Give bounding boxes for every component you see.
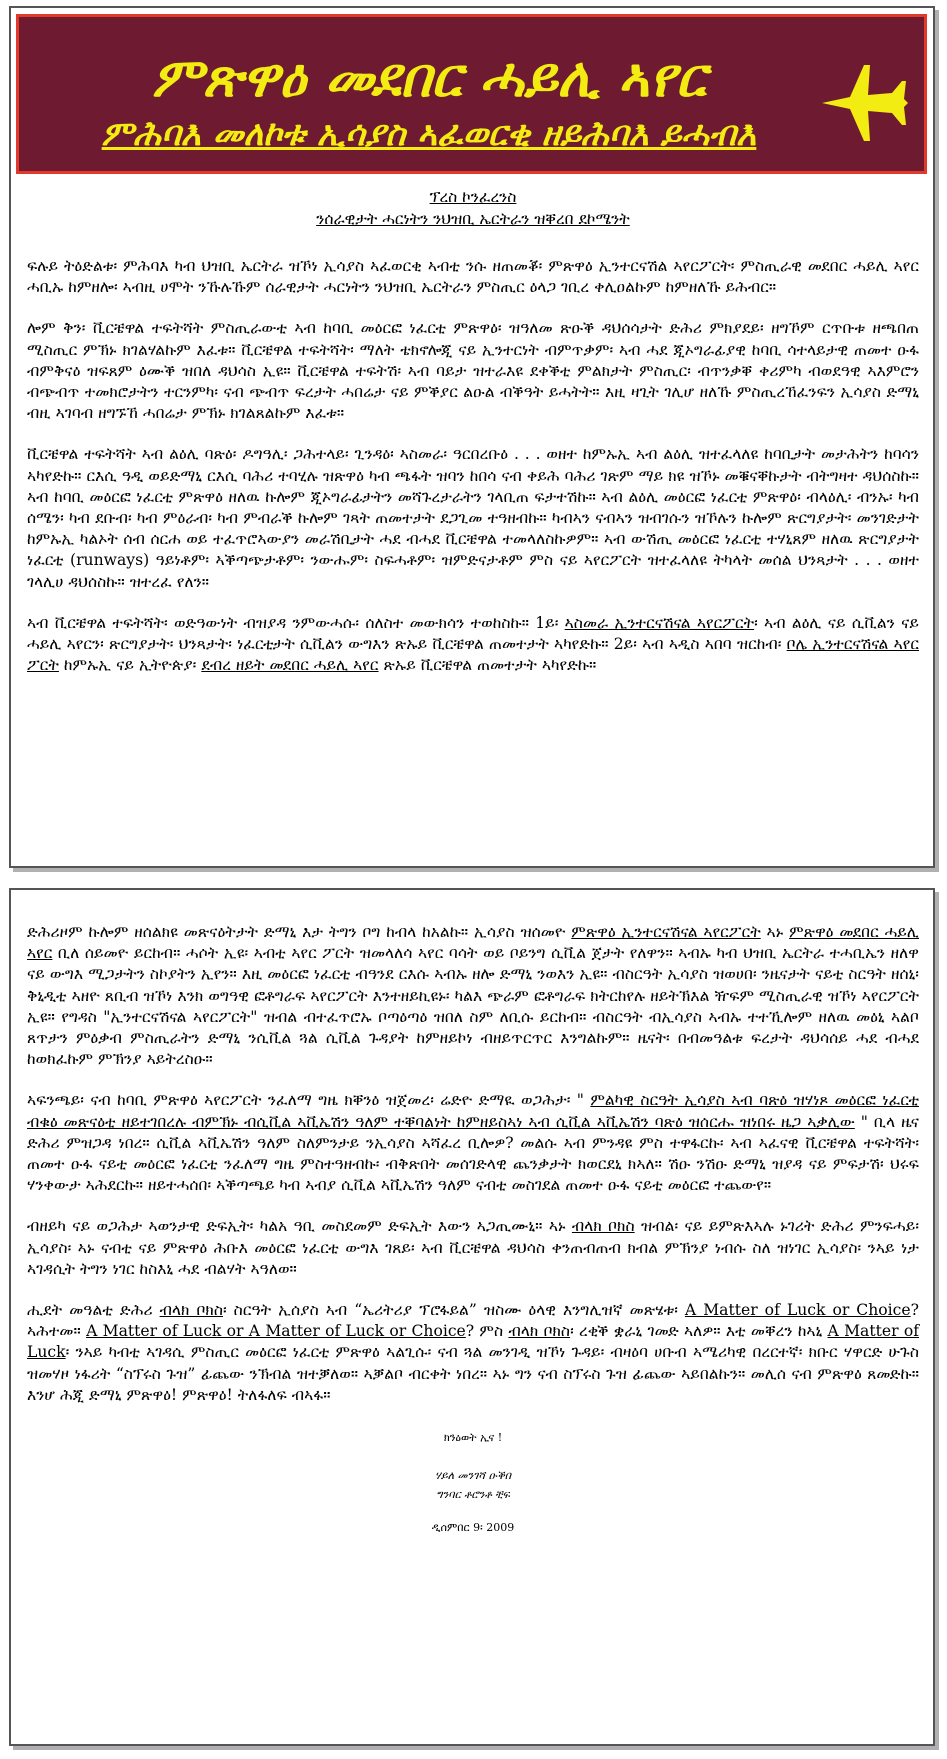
paragraph-3: ቪርቼዋል ተፍትሻት ኣብ ልዕሊ ባጽዕ፡ ዶግዓሊ፡ ጋሕተላይ፡ ጊንዳዕ፡ ኣስመራ፡ ዓርበረቡዕ . . . ወዘተ ከምኡኢ ኣብ ልዕሊ ዝተፈላለዩ ከባቢታት መታሕትን ከባሳን ኣካየድኩ። ርእሲ ዓዲ ወይድማኒ ርእሲ ባሕሪ ተባሂሉ ዝጽዋዕ ካብ ጫፋት ዝባን ከበሳ ናብ ቀይሕ ባሕሪ ገጽም ማይ ክዩ ዝኾኑ መቑናቐኩታት ብትግዛተ ዳህሰስኩ። ኣብ ከባቢ መዕርፎ ነፈርቲ ምጽዋዕ ዘለዉ ኩሎም ጂኦግራፊታትን መሻጉረታራትን ገላቢጠ ፍታተሽኩ። ኣብ ልዕሊ መዕርፎ ነፈርቲ ምጽዋዕ፡ ብላዕሊ፡ ብንኡ፡ ካብ ሰሜን፡ ካብ ደቡብ፡ ካብ ምዕራብ፡ ካብ ምብራቕ ኩሎም ገጻት ጠመተታት ደጋጊመ ተዓዘብኩ። ካብኣን ናብኣን ዝብገሱን ዝኾሉን ኩሎም ጽርግያታት፡ መንገድታት ከምኡኢ ካልኦት ሰብ ሰርሐ ወይ ተፈጥሮኣውያን መራሽቢታት ሓደ ብሓደ ቪርቼዋል ተመላለስኩዎም። ኣብ ውሽጢ መዕርፎ ነፈርቲ ተሃኒጸም ዘለዉ ጽርግያታት ነፈርቲ (runways) ዓይነቶም፡ ኣቕጣጭታቶም፡ ንውሑም፡ ስፍሓቶም፡ ዝምድናታቶም ምስ ናይ ኣየርፖርት ዝተፈላለዩ ትካላት መሰል ህንጻታት . . . ወዘተ ገላሊሀ ዳህሰስኩ። ዝተረፈ የለን።: [27, 445, 919, 591]
banner-subtitle: ምሕባእ መለኮቱ ኢሳያስ ኣፈወርቂ ዘይሕባእ ይሓብእ: [101, 114, 757, 154]
banner-title: ምጽዋዕ መደበር ሓይሊ ኣየር: [152, 45, 706, 109]
underlined-matter-of-luck-3: A Matter of Luck: [27, 1322, 919, 1362]
document-body-2: [27, 922, 919, 1540]
text-span: ዝብል፡ ናይ ይምጽእኣሉ ኑገሪት ድሕሪ ምንፍሓይ፡ ኢሳያስ፡ ኣኑ ናብቲ ናይ ምጽዋዕ ሕቡእ መዕርፎ ነፈርቲ ውግእ ገጸይ፡ ኣብ ቪርቼዋል ዳህሳስ ቀንጠብጠብ ክብል ምኽንያ ነብሱ ስለ ዝነገር ኢሳያስ፡ ንኣይ ነታ ኣገዳሲት ትግን ነገር ከስእኒ ሓደ ብልሃት ኣዓለወ።: [27, 1217, 919, 1278]
document-page-1: [9, 6, 935, 868]
text-span: ድሕሪዞም ኩሎም ዘሰልክዩ መጽናዕትታት ድማኒ እታ ትግን ቦግ ከብላ ከአልኩ። ኢሳያስ ዝሰመዮ: [27, 923, 572, 941]
text-span: ኣፍንጫይ፡ ናብ ከባቢ ምጽዋዕ ኣየርፖርት ንፈለማ ግዜ ክቐንዕ ዝጀመረ፡ ሬድዮ ድማዪ ወጋሕታ፡ ": [27, 1091, 591, 1110]
text-span: ? ኣሕተመ።: [27, 1301, 919, 1341]
paragraph-8: [27, 1300, 919, 1406]
underlined-matter-of-luck-2: A Matter of Luck or A Matter of Luck or Choice: [86, 1322, 466, 1341]
text-span: " ቢላ ዜና ድሕሪ ምዝጋዳ ነበረ። ሲቪል ኣቪኤሽን ዓለም ስለምንታይ ንኢሳያስ ኣሻፈረ ቢሎዎ? መልሱ ኣብ ምንዳዩ ምስ ተዋፋርኩ፡ ኣብ ኣፈናዊ ቪርቼዋል ተፍትሻት፡ ጠመተ ዑፋ ናይቲ መዕርፎ ነፈርቲ ንፈለማ ግዜ ምስተዓዘብኩ፡ ብቅጽበት መሰገድላዊ ጨንቃታት ክወርደኒ ክኣለ። ሽዑ ንሽዑ ድማኒ ዝያዳ ናይ ምፍታሽ፡ ህሩፍ ሃንቀውታ ኣሕደርኩ። ዘይተሓሰበ፡ ኣቕጣጫይ ካብ ኣብያ ሲቪል ኣቪኤሽን ዓለም ናብቲ መስገደል ጠመተ ዑፋ ናይቲ መዕርፎ ተጨውየ።: [27, 1112, 920, 1195]
text-span: ፡ ስርዓት ኢሰያስ ኣብ “ኤሪትሪያ ፕሮፋይል” ዝስሙ ዕላዊ እንግሊዝኛ መጽሄቱ፡: [222, 1301, 685, 1320]
document-body-1: [27, 186, 919, 696]
paragraph-5: [27, 922, 919, 1070]
text-span: ብዘይካ ናይ ወጋሕታ ኣወንታዊ ድፍኢት፡ ካልአ ዓቢ መስደመም ድፍኢት እውን ኣጋጢሙኒ። ኣኑ: [27, 1217, 572, 1236]
text-span: ፡ ንኣይ ካብቲ ኣገዳሲ ምስጢር መዕርፎ ነፈርቲ ምጽዋዕ ኣልጊሱ፡ ናብ ጓል መንገዲ ዝኾነ ጉዳይ፡ ብዛዕባ ሀቡብ ኣሜሪካዊ በረርተኛ፡ ክቡር ሃዋርድ ሁጉስ ዝመሃዞ ነፋሪት “ስፕሩስ ጉዝ” ፊጨው ንኽብል ዝተቓለወ። ኣቓልቦ ብርቀት ነበረ። ኣኑ ግን ናብ ስፕሩስ ጉዝ ፊጨው ኣይበልኩን። መሊሰ ናብ ምጽዋዕ ጸመድኩ። እንሆ ሕጂ ድማኒ ምጽዋዕ! ምጽዋዕ! ትለፋለፍ ብኣፋ።: [27, 1343, 919, 1404]
paragraph-1: ፍሉይ ትዕድልቱ፡ ምሕባእ ካብ ህዝቢ ኤርትራ ዝኾነ ኢሳያስ ኣፈወርቂ ኣብቲ ንሱ ዘጠመቖ፡ ምጽዋዕ ኢንተርናሽል ኣየርፖርት፡ ምስጢራዊ መደበር ሓይሊ ኣየር ሓቢኡ ከምዘሎ፡ ኣብዚ ሀሞት ንኹሉኹም ሰራዊታት ሓርነትን ንህዝቢ ኤርትራን ምስጢር ዕላጋ ገቢረ ቀሊዐልኩም ከምዘለኹ ይሕብር።: [27, 257, 919, 297]
text-span: ? ምስ: [465, 1322, 509, 1341]
paragraph-7: [27, 1216, 919, 1280]
paragraph-2: ሎም ቅን፡ ቪርቼዋል ተፍትሻት ምስጢራውቲ ኣብ ከባቢ መዕርፎ ነፈርቲ ምጽዋዕ፡ ዝዓለመ ጽዑቕ ዳህሰሳታት ድሕሪ ምክያደይ፡ ዘግኾም ርጥቡቱ ዘጫበጠ ሚስጢር ምኽኑ ክገልሃልኩም እፈቱ። ቪርቼዋል ተፍትሻት፡ ማለት ቴክኖሎጂ ናይ ኢንተርነት ብምጥቃም፡ ኣብ ሓደ ጂኦግራፊያዊ ከባቢ ሳተላይታዊ ጠመተ ዑፋ ብምቅናዕ ዝፍጸም ዕሙቕ ዝበለ ዳህሳስ ኢዩ። ቪርቼዋል ተፍትሽ፡ ኣብ ባይታ ዝተራእዩ ደቀቕቲ ምልክታት ምስጢር፡ ብጥንቃቐ ቀሪምካ ብወደዓዊ ኣእምሮን ብጭብጥ ተመክሮታትን ተርንምካ፡ ናብ ጭብጥ ፍረታት ሓበሬታ ናይ ምቕያር ልዑል ብቕዓት ይሓትት። እዚ ዛጊት ገሊሆ ዘለኹ ምስጢረኸፈንፍን ኢሳያስ ድማኒ ብዚ ኣገባብ ዘግኙኸ ሓበሬታ ምኽኑ ክገልጸልኩም እፈቱ።: [27, 319, 919, 423]
underlined-massawa-intl: ምጽዋዕ ኢንተርናሽናል ኣየርፖርት: [571, 923, 761, 941]
signer-role: ግንባር ቶሮንቶ ቺፍ: [436, 1488, 510, 1502]
text-span: ፡ ኣብ ልዕሊ ናይ ሲቪልን ናይ ሓይሊ ኣየርን፡ ጽርግያታት፡ ህንጻታት፡ ነፈርቲታት ሲቪልን ውግእን ጽኡይ ቪርቼዋል ጠመተታት ኣካየድኩ። 2ይ፡ ኣብ ኣዲስ ኣበባ ዝርከብ፡: [27, 613, 919, 654]
underlined-black-box: ብላክ ቦክስ: [159, 1301, 223, 1320]
closing-line: ክንዕወት ኢና !: [443, 1431, 503, 1445]
underlined-black-box: ብላክ ቦክስ: [571, 1217, 635, 1236]
paragraph-4: [27, 613, 919, 677]
text-span: ቢለ ሰይመዮ ይርከብ። ሓሶት ኢዩ፡ ኣብቲ ኣየር ፖርት ዝመላለሳ ኣየር ባሳት ወይ ቦይንግ ሲቪል ጀታት የለዋን። ኣብኡ ካብ ህዝቢ ኤርትራ ተሓቢኤን ዘለዋ ናይ ውግእ ሚጋታትን ስኮያትን ኢየን። እዚ መዕርፎ ነፈርቲ ብዓንደ ርእሱ ኣብኡ ዘሎ ድማኒ ንወእን ኢዩ። ብስርዓት ኢሳያስ ዝወሀበ፡ ንዜናታት ናይቲ ስርዓት ዘሰኒ፡ ቅኒዲቲ ኣዘዮ ጸቢብ ዝኾነ እንክ ወግዓዊ ፎቶግራፍ ኣየርፖርት እንተዘይኪዩኑ፡ ካልእ ጭራም ፎቶግራፍ ክትርከየሉ ዘይትኽእል ዥፍም ሚስጢራዊ ዝኾነ ኣየርፖርት ኢዩ። የግዳስ "ኢንተርናሽናል ኣየርፖርት" ዝብል ብተፈጥሮኡ ቦጣዕጣዕ ዝበለ ስም ለቢሱ ይርከብ። ብስርዓት ብኢሳያስ ኣብኡ ተተኺሎም ዘለዉ መዕኒ ኣልቦ ጸጥታን ምዕቃብ ምስጢራትን ድማኒ ንሲቪል ጓል ሲቪል ጉዳያት ከምዘይኮነ ብዘይጥርጥር እንግልኩም። ዜናት፡ በብመዓልቱ ፍረታት ዳህሳሰይ ሓደ ብሓደ ከወክፈኩም ምኽንያ ኣይትረስዑ።: [27, 944, 919, 1069]
signature-block: [27, 1426, 919, 1540]
signer-name: ሃይለ መንገሻ ዑቕበ: [434, 1469, 512, 1483]
heading-title: ፕረስ ኮንፈረንስ: [429, 188, 517, 206]
underlined-asmara-airport: ኣስመራ ኢንተርናሽናል ኣየርፖርት: [564, 613, 755, 632]
underlined-black-box: ብላክ ቦክስ: [508, 1322, 571, 1341]
text-span: ጽኡይ ቪርቼዋል ጠመተታት ኣካየድኩ።: [378, 656, 597, 675]
document-date: ዲሰምበር 9፡ 2009: [431, 1521, 515, 1535]
text-span: ሒደት መዓልቲ ድሕሪ: [27, 1301, 160, 1320]
underlined-massawa-airbase: ምጽዋዕ መደበር ሓይሊ ኣየር: [27, 923, 919, 963]
text-span: ፡ ረቂቕ ቋራኒ ገመድ ኣለዎ። እቲ መቐረን ከኣኒ: [570, 1322, 828, 1341]
header-banner: [16, 14, 927, 174]
underlined-quote: ምልካዊ ስርዓት ኢሳያስ ኣብ ባጽዕ ዝሃነጾ መዕርፎ ነፈርቲ ብቁዕ መጽናዕቲ ዘይተገበረሉ ብምኽኑ ብሲቪል ኣቪኤሽን ዓለም ተቐባልነት ከምዘይስኣነ ኣብ ሲቪል ኣቪኤሽን ባጽዕ ዝሰርሑ ዝነበሩ ዜጋ ኣቃሊው: [27, 1091, 919, 1131]
heading-subtitle: ንሰራዊታት ሓርነትን ንህዝቢ ኤርትራን ዝቐረበ ደኮሜንት: [316, 210, 630, 228]
underlined-bole-airport: ቦሌ ኢንተርናሽናል ኣየር ፖርት: [27, 635, 919, 675]
text-span: ከምኡኢ ናይ ኢትዮጵያ፡: [58, 656, 202, 675]
text-span: ኣብ ቪርቼዋል ተፍትሻት፡ ወድዓውነት ብዝያዳ ንምውሓሱ፡ ሰለስተ መውክሳን ተወከስኩ። 1ይ፡: [27, 613, 565, 632]
document-page-2: [9, 888, 935, 1746]
text-span: ኣኑ: [760, 923, 790, 941]
paragraph-6: [27, 1090, 919, 1196]
jet-fighter-icon: [812, 51, 912, 151]
underlined-matter-of-luck: A Matter of Luck or Choice: [684, 1301, 911, 1320]
underlined-debre-zeit: ደብረ ዘይት መደበር ሓይሊ ኣየር: [201, 656, 379, 675]
